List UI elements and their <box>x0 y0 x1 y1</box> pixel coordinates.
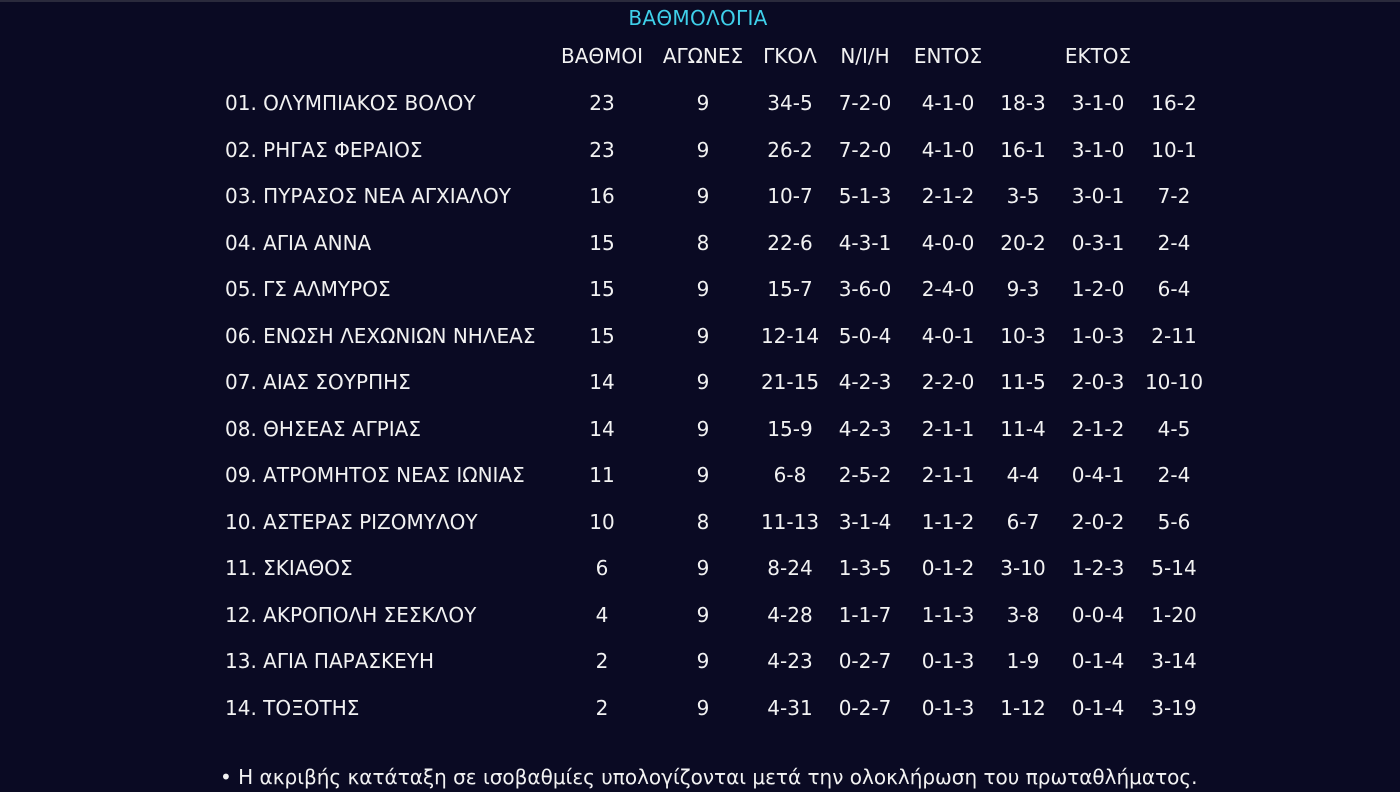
away-goals-cell: 2-4 <box>1157 230 1191 255</box>
table-row <box>0 88 1400 118</box>
away-goals-cell: 16-2 <box>1151 91 1197 115</box>
team-name: 09. ΑΤΡΟΜΗΤΟΣ ΝΕΑΣ ΙΩΝΙΑΣ <box>225 463 525 487</box>
away-record-cell: 3-0-1 <box>1071 184 1125 208</box>
games-cell: 9 <box>696 277 710 301</box>
table-row <box>0 228 1400 258</box>
points-cell: 11 <box>589 463 615 487</box>
games-cell: 8 <box>696 509 710 534</box>
home-goals-cell: 3-8 <box>1006 602 1040 627</box>
goals-cell: 26-2 <box>767 137 813 162</box>
wdl-cell: 5-0-4 <box>838 323 892 348</box>
points-cell: 15 <box>589 323 615 348</box>
team-name: 14. ΤΟΞΟΤΗΣ <box>225 695 360 720</box>
team-name: 07. ΑΙΑΣ ΣΟΥΡΠΗΣ <box>225 370 411 394</box>
home-record-cell: 0-1-3 <box>921 649 975 673</box>
team-name: 06. ΕΝΩΣΗ ΛΕΧΩΝΙΩΝ ΝΗΛΕΑΣ <box>225 323 536 348</box>
games-cell: 9 <box>696 184 710 208</box>
away-goals-cell: 4-5 <box>1157 416 1191 441</box>
points-cell: 14 <box>589 370 615 394</box>
wdl-cell: 5-1-3 <box>838 184 892 208</box>
away-record-cell: 2-1-2 <box>1071 416 1125 441</box>
team-name: 01. ΟΛΥΜΠΙΑΚΟΣ ΒΟΛΟΥ <box>225 91 476 115</box>
goals-cell: 6-8 <box>773 463 807 487</box>
header-home: ΕΝΤΟΣ <box>913 44 983 68</box>
home-record-cell: 2-4-0 <box>921 277 975 301</box>
home-goals-cell: 9-3 <box>1006 277 1040 301</box>
games-cell: 9 <box>696 556 710 580</box>
wdl-cell: 0-2-7 <box>838 649 892 673</box>
team-name: 12. ΑΚΡΟΠΟΛΗ ΣΕΣΚΛΟΥ <box>225 602 477 627</box>
table-row <box>0 135 1400 165</box>
away-goals-cell: 2-11 <box>1151 323 1197 348</box>
home-goals-cell: 1-9 <box>1006 649 1040 673</box>
home-record-cell: 4-0-1 <box>921 323 975 348</box>
footnote: • Η ακριβής κατάταξη σε ισοβαθμίες υπολογίζονται μετά την ολοκλήρωση του πρωταθλήματος. <box>220 765 1198 789</box>
header-wdl: Ν/Ι/Η <box>840 44 890 68</box>
home-record-cell: 0-1-2 <box>921 556 975 580</box>
away-record-cell: 0-1-4 <box>1071 695 1125 720</box>
team-name: 03. ΠΥΡΑΣΟΣ ΝΕΑ ΑΓΧΙΑΛΟΥ <box>225 184 511 208</box>
goals-cell: 34-5 <box>767 91 813 115</box>
away-record-cell: 1-0-3 <box>1071 323 1125 348</box>
home-goals-cell: 11-4 <box>1000 416 1046 441</box>
home-record-cell: 1-1-3 <box>921 602 975 627</box>
home-goals-cell: 1-12 <box>1000 695 1046 720</box>
away-record-cell: 2-0-2 <box>1071 509 1125 534</box>
goals-cell: 15-9 <box>767 416 813 441</box>
home-goals-cell: 4-4 <box>1006 463 1040 487</box>
table-row <box>0 367 1400 397</box>
table-row <box>0 414 1400 444</box>
table-row <box>0 181 1400 211</box>
goals-cell: 15-7 <box>767 277 813 301</box>
wdl-cell: 7-2-0 <box>838 91 892 115</box>
points-cell: 23 <box>589 91 615 115</box>
home-record-cell: 4-0-0 <box>921 230 975 255</box>
home-record-cell: 1-1-2 <box>921 509 975 534</box>
wdl-cell: 1-3-5 <box>838 556 892 580</box>
away-record-cell: 2-0-3 <box>1071 370 1125 394</box>
away-record-cell: 0-0-4 <box>1071 602 1125 627</box>
games-cell: 9 <box>696 416 710 441</box>
points-cell: 14 <box>589 416 615 441</box>
header-points: ΒΑΘΜΟΙ <box>560 44 644 68</box>
games-cell: 9 <box>696 91 710 115</box>
header-games: ΑΓΩΝΕΣ <box>662 44 744 68</box>
away-record-cell: 1-2-3 <box>1071 556 1125 580</box>
away-goals-cell: 5-14 <box>1151 556 1197 580</box>
home-record-cell: 4-1-0 <box>921 91 975 115</box>
wdl-cell: 0-2-7 <box>838 695 892 720</box>
games-cell: 9 <box>696 137 710 162</box>
away-goals-cell: 3-14 <box>1151 649 1197 673</box>
table-row <box>0 693 1400 723</box>
away-record-cell: 3-1-0 <box>1071 137 1125 162</box>
wdl-cell: 4-3-1 <box>838 230 892 255</box>
points-cell: 15 <box>589 230 615 255</box>
points-cell: 4 <box>595 602 609 627</box>
games-cell: 9 <box>696 323 710 348</box>
table-row <box>0 600 1400 630</box>
away-goals-cell: 10-1 <box>1151 137 1197 162</box>
goals-cell: 10-7 <box>767 184 813 208</box>
away-record-cell: 0-1-4 <box>1071 649 1125 673</box>
home-goals-cell: 16-1 <box>1000 137 1046 162</box>
games-cell: 9 <box>696 602 710 627</box>
home-record-cell: 4-1-0 <box>921 137 975 162</box>
home-record-cell: 2-1-2 <box>921 184 975 208</box>
goals-cell: 4-31 <box>767 695 813 720</box>
wdl-cell: 1-1-7 <box>838 602 892 627</box>
wdl-cell: 7-2-0 <box>838 137 892 162</box>
away-goals-cell: 7-2 <box>1157 184 1191 208</box>
points-cell: 16 <box>589 184 615 208</box>
top-border <box>0 0 1400 2</box>
away-record-cell: 0-4-1 <box>1071 463 1125 487</box>
wdl-cell: 3-1-4 <box>838 509 892 534</box>
team-name: 13. ΑΓΙΑ ΠΑΡΑΣΚΕΥΗ <box>225 649 435 673</box>
table-row <box>0 274 1400 304</box>
points-cell: 10 <box>589 509 615 534</box>
table-row <box>0 646 1400 676</box>
games-cell: 8 <box>696 230 710 255</box>
header-away: ΕΚΤΟΣ <box>1064 44 1132 68</box>
away-record-cell: 3-1-0 <box>1071 91 1125 115</box>
wdl-cell: 4-2-3 <box>838 370 892 394</box>
home-goals-cell: 3-10 <box>1000 556 1046 580</box>
team-name: 10. ΑΣΤΕΡΑΣ ΡΙΖΟΜΥΛΟΥ <box>225 509 478 534</box>
points-cell: 2 <box>595 695 609 720</box>
header-goals: ΓΚΟΛ <box>763 44 817 68</box>
goals-cell: 12-14 <box>760 323 820 348</box>
away-goals-cell: 3-19 <box>1151 695 1197 720</box>
home-record-cell: 2-2-0 <box>921 370 975 394</box>
goals-cell: 8-24 <box>767 556 813 580</box>
home-goals-cell: 18-3 <box>1000 91 1046 115</box>
away-goals-cell: 6-4 <box>1157 277 1191 301</box>
away-goals-cell: 1-20 <box>1151 602 1197 627</box>
page-title: ΒΑΘΜΟΛΟΓΙΑ <box>628 6 768 30</box>
team-name: 08. ΘΗΣΕΑΣ ΑΓΡΙΑΣ <box>225 416 421 441</box>
goals-cell: 22-6 <box>767 230 813 255</box>
home-goals-cell: 3-5 <box>1006 184 1040 208</box>
points-cell: 6 <box>595 556 609 580</box>
table-row <box>0 553 1400 583</box>
home-goals-cell: 11-5 <box>1000 370 1046 394</box>
goals-cell: 21-15 <box>760 370 820 394</box>
games-cell: 9 <box>696 695 710 720</box>
points-cell: 15 <box>589 277 615 301</box>
home-record-cell: 0-1-3 <box>921 695 975 720</box>
team-name: 05. ΓΣ ΑΛΜΥΡΟΣ <box>225 277 391 301</box>
games-cell: 9 <box>696 370 710 394</box>
home-goals-cell: 20-2 <box>1000 230 1046 255</box>
wdl-cell: 4-2-3 <box>838 416 892 441</box>
table-row <box>0 460 1400 490</box>
home-goals-cell: 10-3 <box>1000 323 1046 348</box>
home-record-cell: 2-1-1 <box>921 463 975 487</box>
goals-cell: 11-13 <box>760 509 820 534</box>
table-row <box>0 321 1400 351</box>
team-name: 02. ΡΗΓΑΣ ΦΕΡΑΙΟΣ <box>225 137 423 162</box>
games-cell: 9 <box>696 463 710 487</box>
home-goals-cell: 6-7 <box>1006 509 1040 534</box>
team-name: 04. ΑΓΙΑ ΑΝΝΑ <box>225 230 372 255</box>
away-record-cell: 0-3-1 <box>1071 230 1125 255</box>
table-header <box>0 41 1400 71</box>
wdl-cell: 2-5-2 <box>838 463 892 487</box>
away-goals-cell: 2-4 <box>1157 463 1191 487</box>
goals-cell: 4-23 <box>767 649 813 673</box>
away-goals-cell: 5-6 <box>1157 509 1191 534</box>
away-goals-cell: 10-10 <box>1144 370 1204 394</box>
points-cell: 23 <box>589 137 615 162</box>
wdl-cell: 3-6-0 <box>838 277 892 301</box>
table-row <box>0 507 1400 537</box>
away-record-cell: 1-2-0 <box>1071 277 1125 301</box>
points-cell: 2 <box>595 649 609 673</box>
games-cell: 9 <box>696 649 710 673</box>
goals-cell: 4-28 <box>767 602 813 627</box>
team-name: 11. ΣΚΙΑΘΟΣ <box>225 556 353 580</box>
home-record-cell: 2-1-1 <box>921 416 975 441</box>
